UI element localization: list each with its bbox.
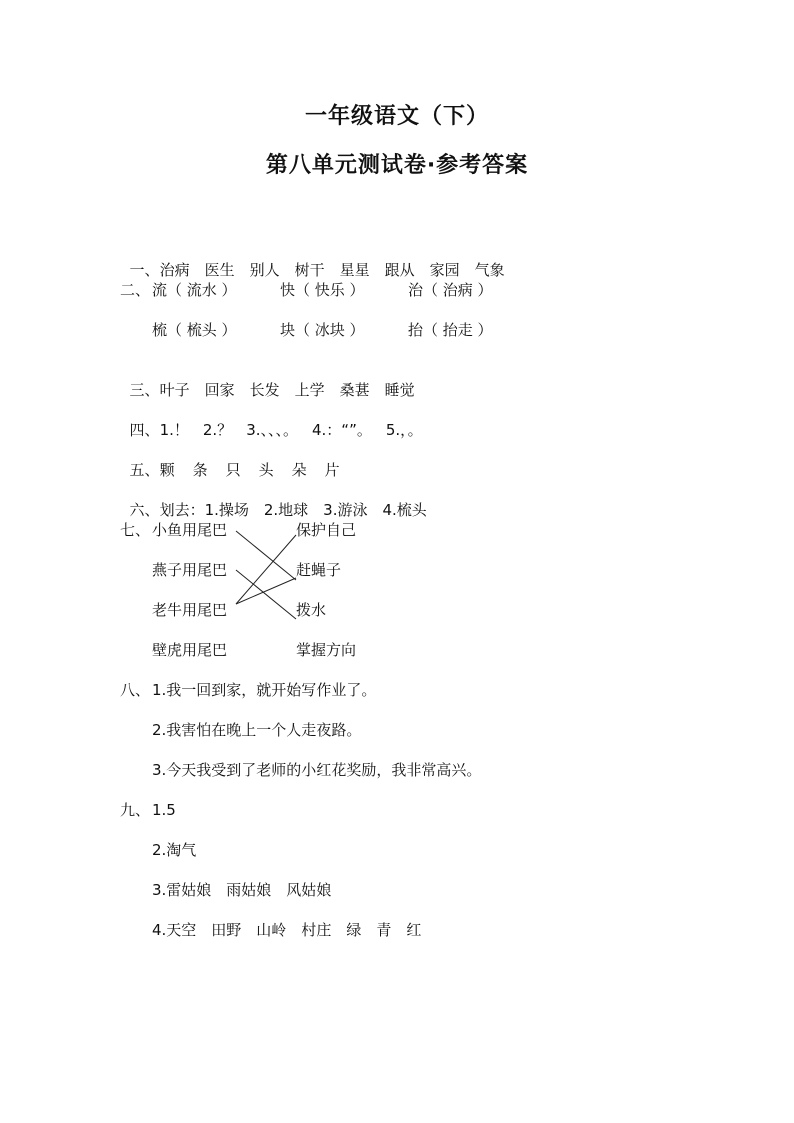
matching-line	[236, 535, 296, 604]
reading-answer: 1.5	[152, 801, 176, 819]
word-group: 抬（ 抬走 ）	[408, 321, 493, 339]
matching-right-item: 掌握方向	[296, 641, 357, 659]
word: 颗	[159, 461, 175, 479]
word: 叶子	[159, 381, 190, 399]
sentence-answer: 1.我一回到家，就开始写作业了。	[152, 681, 377, 699]
punctuation-answer: 3.、、、。	[246, 421, 298, 439]
matching-left-item: 燕子用尾巴	[152, 561, 228, 579]
question-9-label: 九、	[120, 801, 151, 819]
word: 条	[192, 461, 208, 479]
reading-answer: 3.雷姑娘 雨姑娘 风姑娘	[152, 881, 332, 899]
word: 只	[225, 461, 241, 479]
sentence-answer: 3.今天我受到了老师的小红花奖励，我非常高兴。	[152, 761, 482, 779]
word-group: 快（ 快乐 ）	[280, 281, 365, 299]
matching-right-item: 保护自己	[296, 521, 357, 539]
matching-left-item: 小鱼用尾巴	[152, 521, 228, 539]
matching-line	[236, 570, 296, 619]
punctuation-answer: 4.：“”。	[312, 421, 372, 439]
question-1-answer	[120, 240, 505, 280]
word: 回家	[204, 381, 235, 399]
punctuation-answer: 5.，。	[385, 421, 423, 439]
word: 治病	[159, 261, 190, 279]
word: 长发	[249, 381, 280, 399]
word: 朵	[291, 461, 307, 479]
question-6-answer	[120, 480, 427, 520]
word: 片	[324, 461, 340, 479]
question-7-label: 七、	[120, 521, 151, 539]
question-3-label: 三、	[129, 381, 160, 399]
matching-line	[236, 531, 296, 580]
matching-left-item: 老牛用尾巴	[152, 601, 228, 619]
word: 气象	[474, 261, 505, 279]
word: 医生	[204, 261, 235, 279]
matching-right-item: 拨水	[296, 601, 327, 619]
question-2-label: 二、	[120, 281, 151, 299]
reading-answer: 2.淘气	[152, 841, 197, 859]
word: 别人	[249, 261, 280, 279]
word: 头	[258, 461, 274, 479]
matching-left-item: 壁虎用尾巴	[152, 641, 228, 659]
word-group: 治（ 治病 ）	[408, 281, 493, 299]
word: 树干	[294, 261, 325, 279]
word: 桑葚	[339, 381, 370, 399]
question-6-label: 六、	[129, 501, 160, 519]
question-3-answer	[120, 360, 415, 400]
word: 家园	[429, 261, 460, 279]
question-6-text: 划去：1.操场 2.地球 3.游泳 4.梳头	[159, 501, 427, 519]
document-subtitle: 第八单元测试卷·参考答案	[265, 153, 529, 178]
word-group: 块（ 冰块 ）	[280, 321, 365, 339]
punctuation-answer: 1.！	[159, 421, 189, 439]
word-group: 梳（ 梳头 ）	[152, 321, 237, 339]
word: 跟从	[384, 261, 415, 279]
question-5-label: 五、	[129, 461, 160, 479]
question-4-label: 四、	[129, 421, 160, 439]
matching-right-item: 赶蝇子	[296, 561, 342, 579]
word: 星星	[339, 261, 370, 279]
word: 上学	[294, 381, 325, 399]
sentence-answer: 2.我害怕在晚上一个人走夜路。	[152, 721, 362, 739]
word: 睡觉	[384, 381, 415, 399]
word-group: 流（ 流水 ）	[152, 281, 237, 299]
punctuation-answer: 2.？	[202, 421, 233, 439]
matching-line	[236, 578, 296, 604]
question-8-label: 八、	[120, 681, 151, 699]
question-1-label: 一、	[129, 261, 160, 279]
document-title: 一年级语文（下）	[304, 104, 489, 129]
question-4-answer	[120, 400, 423, 440]
question-5-answer	[120, 440, 340, 480]
reading-answer: 4.天空 田野 山岭 村庄 绿 青 红	[152, 921, 422, 939]
